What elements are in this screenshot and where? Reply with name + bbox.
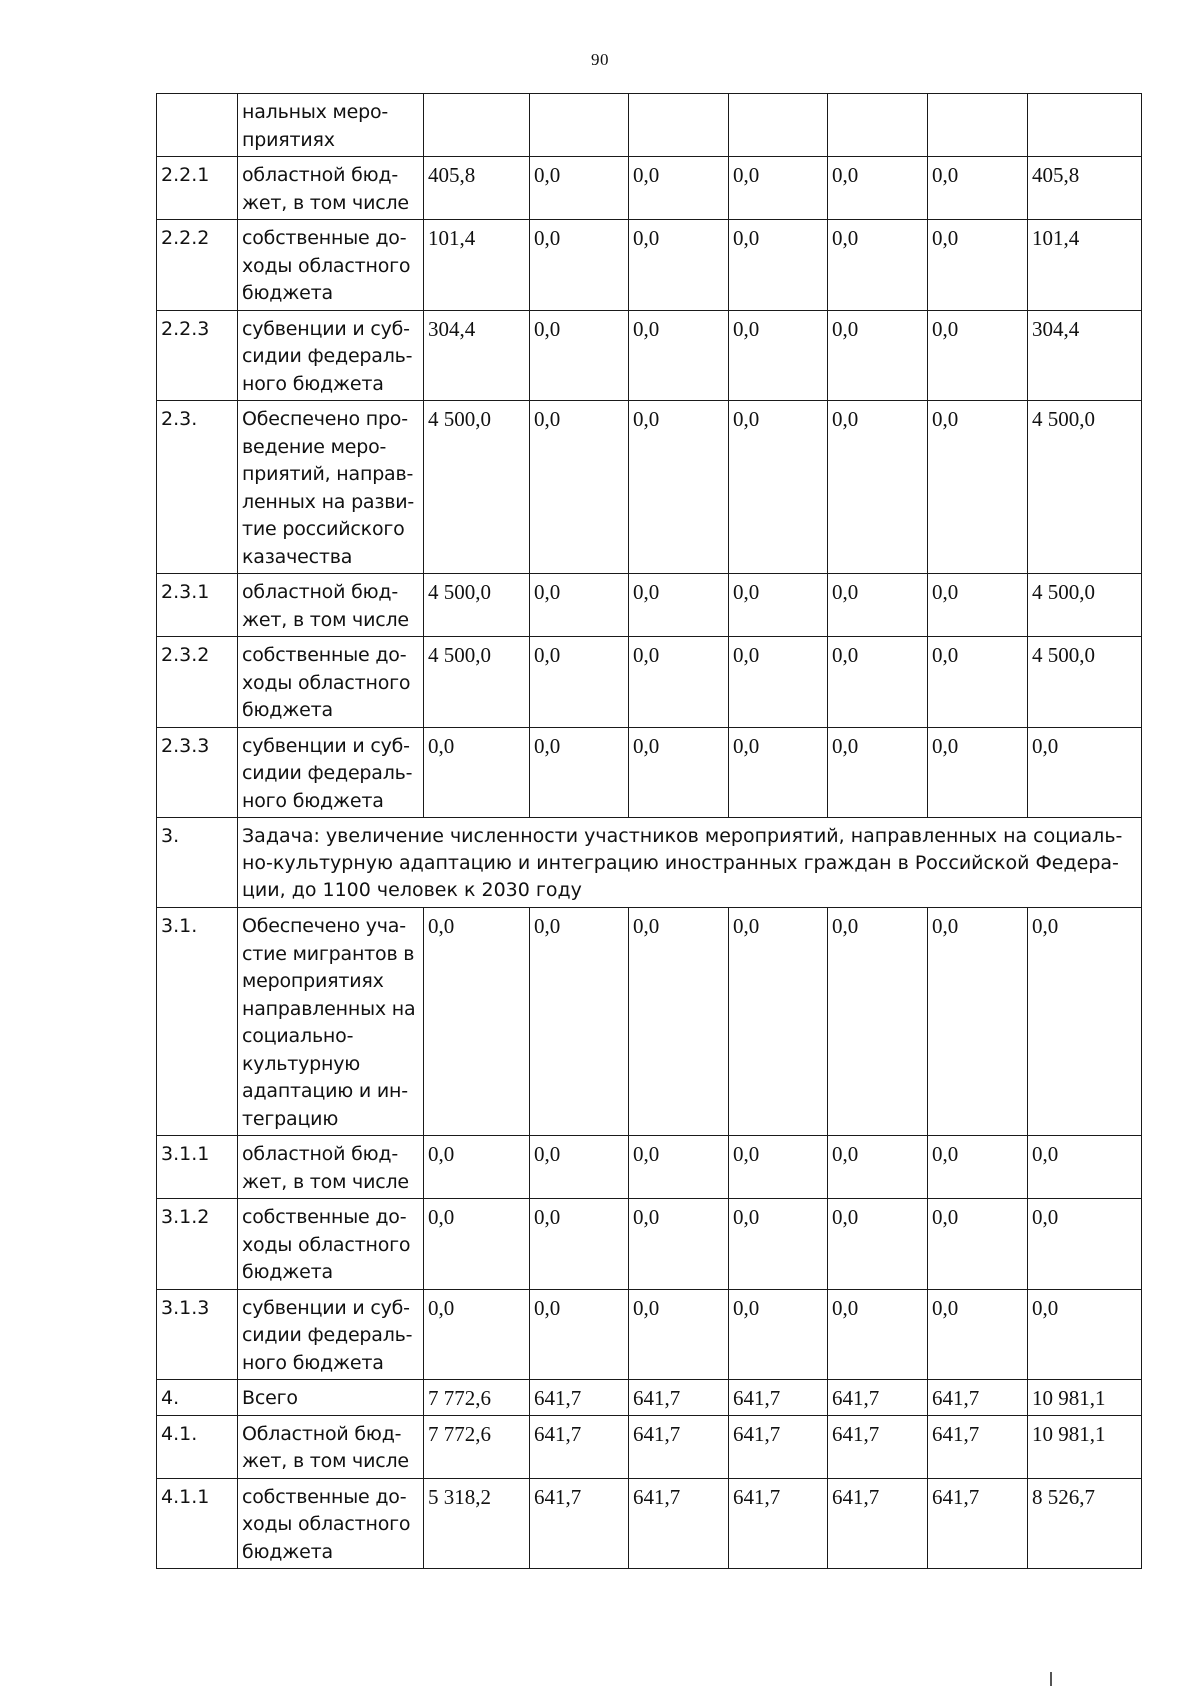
value-cell: 0,0	[629, 220, 729, 311]
value-cell: 641,7	[729, 1478, 828, 1569]
value-cell: 0,0	[828, 1289, 928, 1380]
table-row	[157, 1478, 1142, 1569]
value-cell: 0,0	[530, 1136, 629, 1199]
row-name: субвенции и суб- сидии федераль- ного бюджета	[238, 727, 424, 818]
value-cell: 0,0	[928, 727, 1028, 818]
value-cell: 0,0	[828, 908, 928, 1136]
value-cell: 0,0	[928, 401, 1028, 574]
task-row	[157, 818, 1142, 908]
value-cell: 0,0	[828, 1136, 928, 1199]
value-cell: 0,0	[629, 908, 729, 1136]
value-cell: 641,7	[828, 1415, 928, 1478]
value-cell: 10 981,1	[1028, 1415, 1142, 1478]
value-cell: 4 500,0	[1028, 574, 1142, 637]
value-cell: 0,0	[530, 220, 629, 311]
value-cell: 0,0	[629, 1199, 729, 1290]
row-code: 2.2.3	[157, 310, 238, 401]
value-cell: 4 500,0	[1028, 401, 1142, 574]
row-code: 2.3.3	[157, 727, 238, 818]
value-cell: 0,0	[629, 310, 729, 401]
value-cell: 0,0	[530, 574, 629, 637]
row-code	[157, 94, 238, 157]
value-cell: 641,7	[828, 1478, 928, 1569]
value-cell: 0,0	[424, 1136, 530, 1199]
table-row	[157, 1415, 1142, 1478]
value-cell: 0,0	[928, 1199, 1028, 1290]
value-cell: 0,0	[530, 157, 629, 220]
value-cell: 0,0	[1028, 727, 1142, 818]
value-cell: 641,7	[629, 1478, 729, 1569]
value-cell: 641,7	[928, 1380, 1028, 1416]
row-code: 2.2.2	[157, 220, 238, 311]
value-cell: 0,0	[530, 908, 629, 1136]
row-name: субвенции и суб- сидии федераль- ного бюджета	[238, 310, 424, 401]
value-cell: 405,8	[424, 157, 530, 220]
value-cell: 0,0	[729, 401, 828, 574]
table-row	[157, 908, 1142, 1136]
value-cell	[729, 94, 828, 157]
value-cell: 0,0	[828, 310, 928, 401]
row-name: областной бюд- жет, в том числе	[238, 1136, 424, 1199]
value-cell: 0,0	[729, 908, 828, 1136]
row-code: 3.	[157, 818, 238, 908]
value-cell: 641,7	[928, 1415, 1028, 1478]
value-cell: 101,4	[424, 220, 530, 311]
budget-table	[156, 93, 1142, 1569]
value-cell: 0,0	[1028, 1289, 1142, 1380]
value-cell: 0,0	[1028, 1199, 1142, 1290]
row-name: Обеспечено уча- стие мигрантов в мероприятиях направленных на социально- культурную адаптацию и ин- теграцию	[238, 908, 424, 1136]
value-cell: 304,4	[1028, 310, 1142, 401]
value-cell: 0,0	[928, 1289, 1028, 1380]
value-cell: 0,0	[729, 1289, 828, 1380]
value-cell: 0,0	[729, 310, 828, 401]
value-cell: 0,0	[828, 1199, 928, 1290]
value-cell: 0,0	[928, 574, 1028, 637]
value-cell: 0,0	[828, 727, 928, 818]
value-cell: 7 772,6	[424, 1380, 530, 1416]
value-cell	[530, 94, 629, 157]
value-cell: 0,0	[828, 637, 928, 728]
value-cell: 0,0	[729, 1136, 828, 1199]
value-cell: 641,7	[928, 1478, 1028, 1569]
row-code: 3.1.	[157, 908, 238, 1136]
value-cell: 0,0	[629, 401, 729, 574]
row-code: 4.	[157, 1380, 238, 1416]
value-cell: 0,0	[828, 574, 928, 637]
value-cell: 4 500,0	[424, 574, 530, 637]
row-code: 2.3.1	[157, 574, 238, 637]
value-cell: 0,0	[828, 157, 928, 220]
value-cell: 0,0	[828, 220, 928, 311]
value-cell	[828, 94, 928, 157]
row-name: субвенции и суб- сидии федераль- ного бюджета	[238, 1289, 424, 1380]
table-row	[157, 220, 1142, 311]
row-code: 2.2.1	[157, 157, 238, 220]
value-cell: 0,0	[928, 310, 1028, 401]
value-cell: 0,0	[424, 727, 530, 818]
table-row	[157, 401, 1142, 574]
value-cell: 0,0	[729, 220, 828, 311]
table-row	[157, 637, 1142, 728]
value-cell: 641,7	[629, 1415, 729, 1478]
value-cell: 0,0	[729, 727, 828, 818]
value-cell: 0,0	[530, 1199, 629, 1290]
value-cell: 641,7	[828, 1380, 928, 1416]
value-cell: 10 981,1	[1028, 1380, 1142, 1416]
value-cell: 0,0	[629, 1289, 729, 1380]
value-cell: 0,0	[729, 637, 828, 728]
row-name: областной бюд- жет, в том числе	[238, 157, 424, 220]
table-row	[157, 1136, 1142, 1199]
value-cell: 0,0	[424, 1199, 530, 1290]
row-name: Обеспечено про- ведение меро- приятий, направ- ленных на разви- тие российского казачества	[238, 401, 424, 574]
value-cell: 0,0	[424, 908, 530, 1136]
value-cell: 0,0	[928, 220, 1028, 311]
table-row	[157, 574, 1142, 637]
row-name: собственные до- ходы областного бюджета	[238, 1199, 424, 1290]
scan-mark	[1050, 1672, 1052, 1686]
row-code: 3.1.2	[157, 1199, 238, 1290]
value-cell	[424, 94, 530, 157]
row-name: собственные до- ходы областного бюджета	[238, 1478, 424, 1569]
value-cell: 0,0	[629, 157, 729, 220]
value-cell	[1028, 94, 1142, 157]
value-cell: 4 500,0	[424, 637, 530, 728]
value-cell: 0,0	[424, 1289, 530, 1380]
row-code: 3.1.1	[157, 1136, 238, 1199]
value-cell: 0,0	[928, 908, 1028, 1136]
value-cell: 7 772,6	[424, 1415, 530, 1478]
value-cell: 0,0	[530, 637, 629, 728]
value-cell: 641,7	[729, 1380, 828, 1416]
value-cell: 0,0	[1028, 908, 1142, 1136]
value-cell: 101,4	[1028, 220, 1142, 311]
value-cell: 0,0	[928, 157, 1028, 220]
table-row	[157, 727, 1142, 818]
value-cell: 0,0	[629, 1136, 729, 1199]
value-cell: 0,0	[530, 727, 629, 818]
value-cell: 641,7	[729, 1415, 828, 1478]
table-row	[157, 157, 1142, 220]
value-cell: 8 526,7	[1028, 1478, 1142, 1569]
page-number: 90	[591, 50, 609, 69]
row-code: 2.3.	[157, 401, 238, 574]
table-row	[157, 94, 1142, 157]
value-cell	[928, 94, 1028, 157]
value-cell: 304,4	[424, 310, 530, 401]
value-cell: 0,0	[629, 727, 729, 818]
table-row	[157, 1199, 1142, 1290]
value-cell: 4 500,0	[424, 401, 530, 574]
value-cell: 641,7	[530, 1380, 629, 1416]
value-cell: 0,0	[729, 157, 828, 220]
value-cell	[629, 94, 729, 157]
value-cell: 641,7	[629, 1380, 729, 1416]
value-cell: 0,0	[530, 401, 629, 574]
value-cell: 0,0	[729, 1199, 828, 1290]
row-code: 4.1.1	[157, 1478, 238, 1569]
value-cell: 405,8	[1028, 157, 1142, 220]
value-cell: 0,0	[629, 637, 729, 728]
value-cell: 5 318,2	[424, 1478, 530, 1569]
row-name: нальных меро- приятиях	[238, 94, 424, 157]
row-code: 4.1.	[157, 1415, 238, 1478]
value-cell: 0,0	[1028, 1136, 1142, 1199]
value-cell: 0,0	[928, 637, 1028, 728]
value-cell: 0,0	[928, 1136, 1028, 1199]
value-cell: 0,0	[729, 574, 828, 637]
row-code: 2.3.2	[157, 637, 238, 728]
row-code: 3.1.3	[157, 1289, 238, 1380]
value-cell: 4 500,0	[1028, 637, 1142, 728]
value-cell: 641,7	[530, 1415, 629, 1478]
task-description: Задача: увеличение численности участников мероприятий, направленных на социаль- но-культурную адаптацию и интеграцию иностранных граждан в Российской Федера- ции, до 1100 человек к 2030 году	[238, 818, 1142, 908]
table-row	[157, 1289, 1142, 1380]
value-cell: 0,0	[629, 574, 729, 637]
row-name: областной бюд- жет, в том числе	[238, 574, 424, 637]
table-body	[157, 94, 1142, 1569]
value-cell: 641,7	[530, 1478, 629, 1569]
table-row	[157, 1380, 1142, 1416]
row-name: собственные до- ходы областного бюджета	[238, 637, 424, 728]
value-cell: 0,0	[828, 401, 928, 574]
table-row	[157, 310, 1142, 401]
row-name: Областной бюд- жет, в том числе	[238, 1415, 424, 1478]
row-name: Всего	[238, 1380, 424, 1416]
value-cell: 0,0	[530, 1289, 629, 1380]
row-name: собственные до- ходы областного бюджета	[238, 220, 424, 311]
value-cell: 0,0	[530, 310, 629, 401]
